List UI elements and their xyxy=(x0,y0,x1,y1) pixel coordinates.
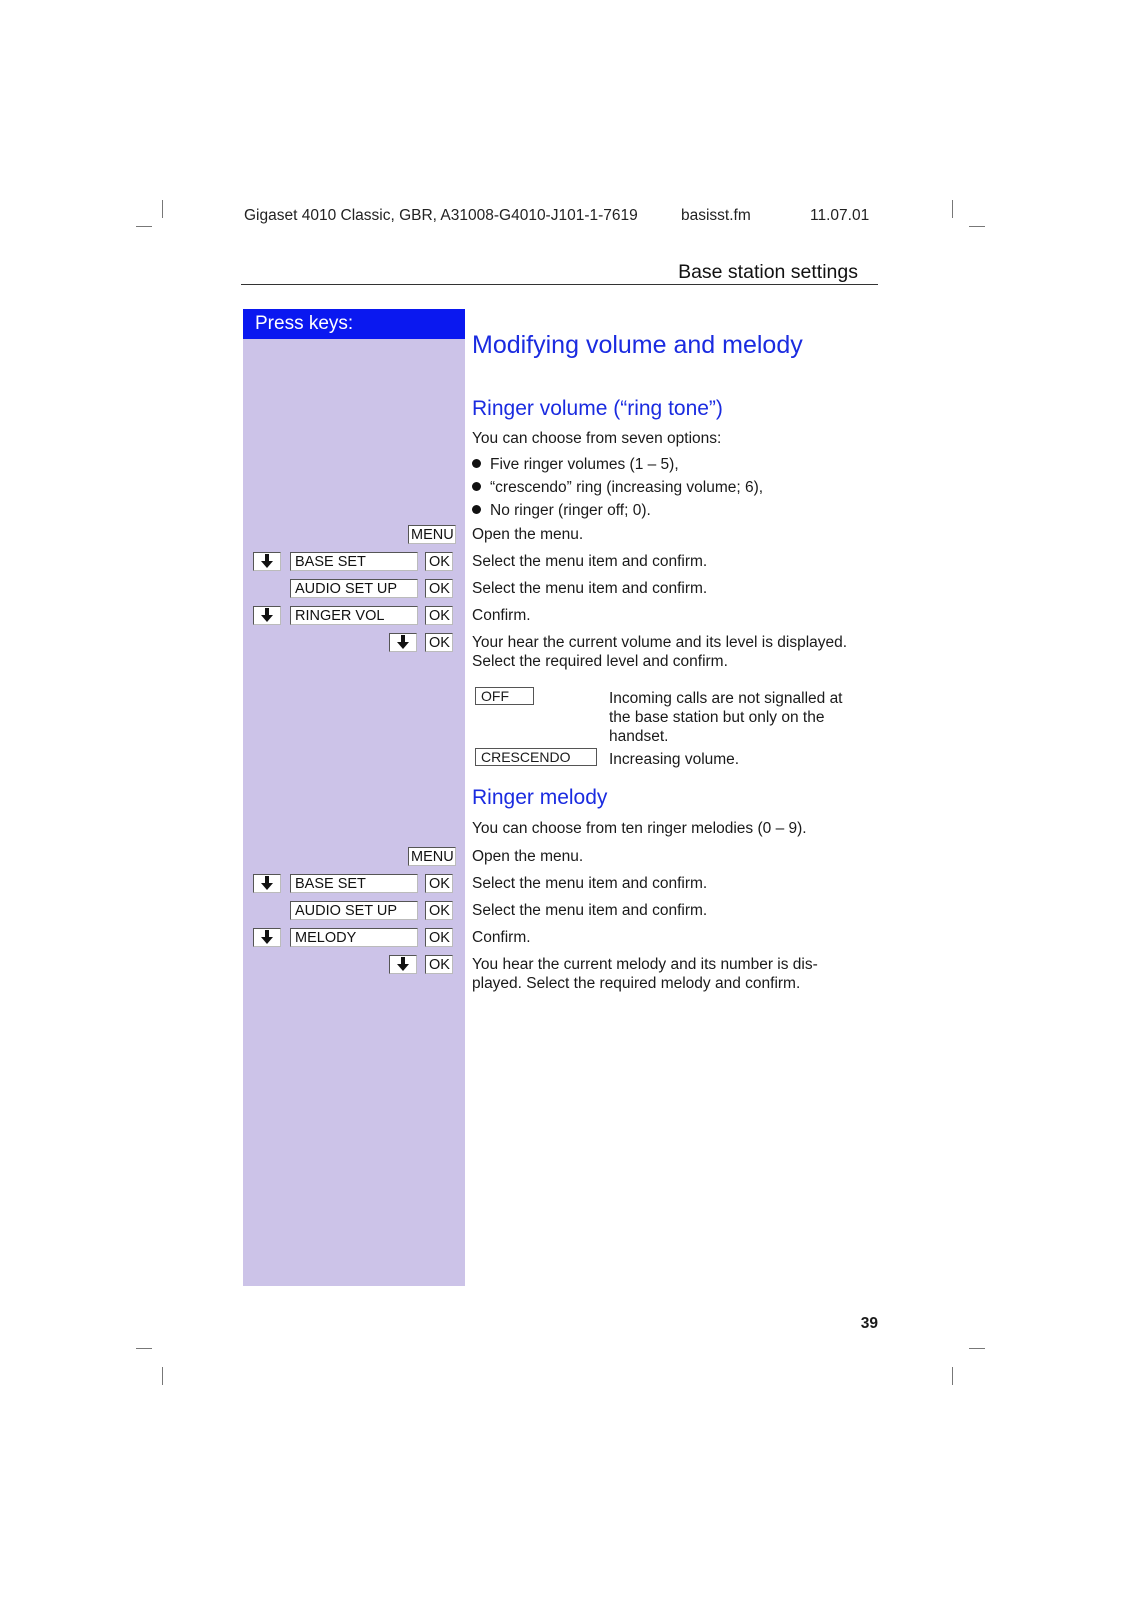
ok-key[interactable]: OK xyxy=(425,552,453,571)
menu-item-base-set[interactable]: BASE SET xyxy=(290,874,418,893)
ringer-volume-heading: Ringer volume (“ring tone”) xyxy=(472,397,723,420)
list-item: “crescendo” ring (increasing volume; 6), xyxy=(472,479,763,497)
bullet-icon xyxy=(472,459,481,468)
crop-mark xyxy=(969,1348,985,1349)
step-text: Open the menu. xyxy=(472,848,584,865)
ok-key[interactable]: OK xyxy=(425,606,453,625)
header-rule xyxy=(241,284,878,285)
page-number: 39 xyxy=(860,1315,878,1332)
crop-mark xyxy=(136,1348,152,1349)
list-item: Five ringer volumes (1 – 5), xyxy=(472,456,679,474)
ringer-melody-heading: Ringer melody xyxy=(472,786,608,809)
menu-key[interactable]: MENU xyxy=(408,847,456,866)
ok-key[interactable]: OK xyxy=(425,901,453,920)
ringer-melody-intro: You can choose from ten ringer melodies (0 – 9). xyxy=(472,820,807,837)
press-keys-label: Press keys: xyxy=(255,313,354,334)
ok-key[interactable]: OK xyxy=(425,928,453,947)
down-arrow-icon xyxy=(397,635,409,650)
press-keys-column xyxy=(243,309,465,1286)
option-desc: Incoming calls are not signalled at the base station but only on the handset. xyxy=(609,690,843,745)
step-text: Confirm. xyxy=(472,607,531,624)
step-text: Select the menu item and confirm. xyxy=(472,580,708,597)
step-text: Open the menu. xyxy=(472,526,584,543)
ok-key[interactable]: OK xyxy=(425,955,453,974)
menu-key[interactable]: MENU xyxy=(408,525,456,544)
down-arrow-icon xyxy=(261,876,273,891)
section-title: Base station settings xyxy=(678,261,858,283)
step-text: Select the menu item and confirm. xyxy=(472,553,708,570)
menu-item-base-set[interactable]: BASE SET xyxy=(290,552,418,571)
down-arrow-icon xyxy=(261,608,273,623)
down-arrow-key[interactable] xyxy=(253,874,281,893)
menu-item-audio-set-up[interactable]: AUDIO SET UP xyxy=(290,901,418,920)
step-text: Confirm. xyxy=(472,929,531,946)
page-title: Modifying volume and melody xyxy=(472,331,803,359)
display-crescendo: CRESCENDO xyxy=(475,748,597,766)
ringer-volume-intro: You can choose from seven options: xyxy=(472,430,722,447)
step-text: Select the menu item and confirm. xyxy=(472,902,708,919)
down-arrow-icon xyxy=(397,957,409,972)
ok-key[interactable]: OK xyxy=(425,579,453,598)
file-name: basisst.fm xyxy=(681,207,751,224)
press-keys-header xyxy=(243,309,465,339)
down-arrow-icon xyxy=(261,554,273,569)
down-arrow-key[interactable] xyxy=(389,955,417,974)
doc-date: 11.07.01 xyxy=(810,207,870,224)
ok-key[interactable]: OK xyxy=(425,633,453,652)
option-desc: Increasing volume. xyxy=(609,751,740,768)
crop-mark xyxy=(162,1367,163,1385)
crop-mark xyxy=(969,226,985,227)
crop-mark xyxy=(952,200,953,218)
crop-mark xyxy=(136,226,152,227)
crop-mark xyxy=(162,200,163,218)
down-arrow-key[interactable] xyxy=(253,606,281,625)
menu-item-audio-set-up[interactable]: AUDIO SET UP xyxy=(290,579,418,598)
step-text: Your hear the current volume and its level is displayed. Select the required level and confirm. xyxy=(472,634,848,670)
bullet-icon xyxy=(472,505,481,514)
down-arrow-key[interactable] xyxy=(389,633,417,652)
list-item: No ringer (ringer off; 0). xyxy=(472,502,651,520)
down-arrow-icon xyxy=(261,930,273,945)
step-text: You hear the current melody and its number is dis-played. Select the required melody and confirm. xyxy=(472,956,818,992)
ok-key[interactable]: OK xyxy=(425,874,453,893)
menu-item-ringer-vol[interactable]: RINGER VOL xyxy=(290,606,418,625)
down-arrow-key[interactable] xyxy=(253,552,281,571)
bullet-icon xyxy=(472,482,481,491)
doc-id: Gigaset 4010 Classic, GBR, A31008-G4010-J101-1-7619 xyxy=(244,207,638,224)
step-text: Select the menu item and confirm. xyxy=(472,875,708,892)
menu-item-melody[interactable]: MELODY xyxy=(290,928,418,947)
crop-mark xyxy=(952,1367,953,1385)
display-off: OFF xyxy=(475,687,534,705)
down-arrow-key[interactable] xyxy=(253,928,281,947)
